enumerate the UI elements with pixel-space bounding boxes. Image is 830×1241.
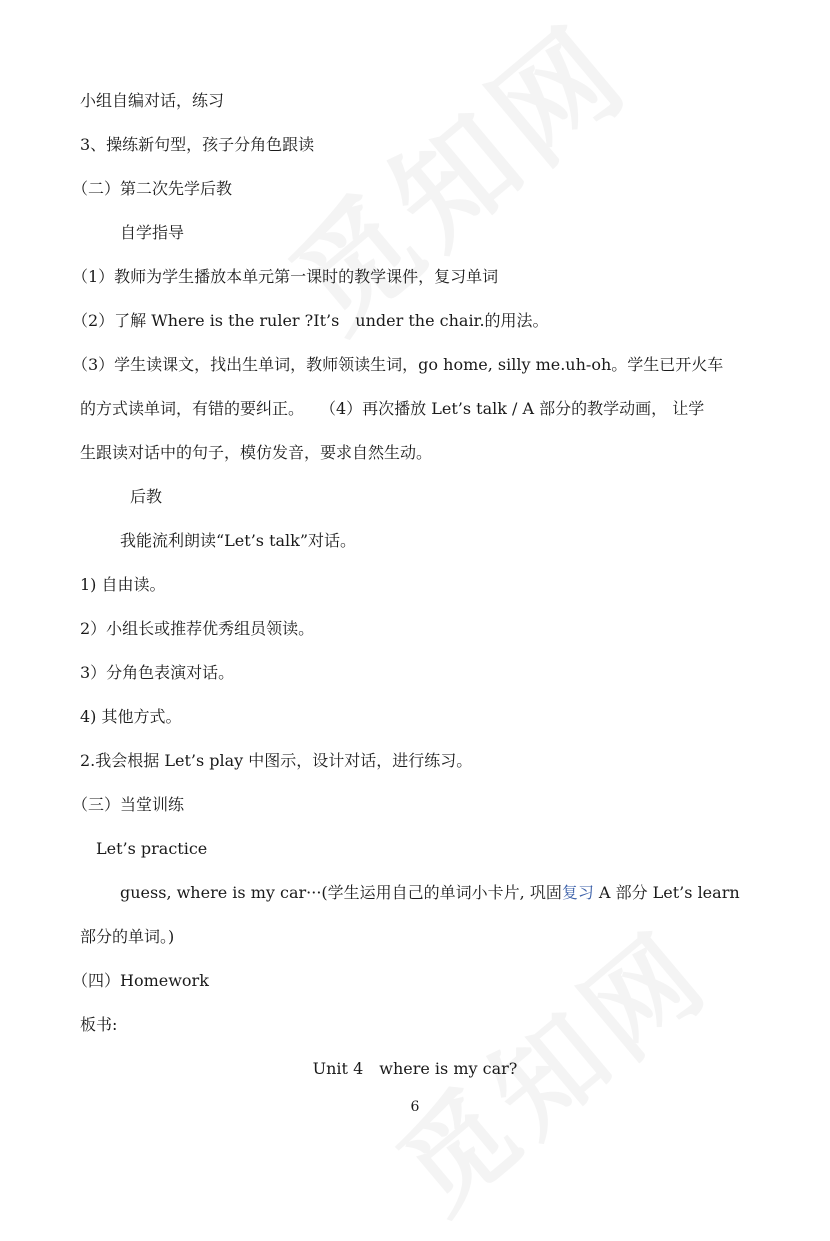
subheading: 后教 — [130, 487, 163, 506]
list-item: 1) 自由读。 — [80, 575, 166, 594]
paragraph-line — [120, 882, 740, 904]
highlighted-text: 复习 — [561, 883, 594, 902]
paragraph-line: 生跟读对话中的句子，模仿发音，要求自然生动。 — [80, 443, 433, 462]
paragraph-line: 我能流利朗读“Let’s talk”对话。 — [120, 531, 357, 550]
paragraph-line: 小组自编对话，练习 — [80, 91, 225, 110]
list-item: 4) 其他方式。 — [80, 707, 182, 726]
paragraph-line: （2）了解 Where is the ruler ?It’s under the chair.的用法。 — [72, 311, 549, 330]
page-number: 6 — [410, 1099, 420, 1115]
watermark — [250, 0, 659, 362]
paragraph-line: 板书: — [80, 1015, 118, 1034]
list-item: 3）分角色表演对话。 — [80, 663, 235, 682]
subheading: 自学指导 — [120, 223, 185, 242]
board-title: Unit 4 where is my car? — [312, 1059, 518, 1078]
text-segment: A 部分 Let’s learn — [593, 883, 740, 902]
section-heading: （四）Homework — [72, 971, 209, 990]
paragraph-line: 部分的单词。) — [80, 927, 175, 946]
text-segment: guess, where is my car···(学生运用自己的单词小卡片, 巩固 — [120, 883, 562, 902]
list-item: 2）小组长或推荐优秀组员领读。 — [80, 619, 315, 638]
paragraph-line: （3）学生读课文，找出生单词，教师领读生词，go home, silly me.uh-oh。学生已开火车 — [72, 355, 724, 374]
paragraph-line: 2.我会根据 Let’s play 中图示，设计对话，进行练习。 — [80, 751, 473, 770]
section-heading: （二）第二次先学后教 — [72, 179, 233, 198]
section-heading: （三）当堂训练 — [72, 795, 185, 814]
subheading: Let’s practice — [96, 839, 208, 858]
paragraph-line: 的方式读单词，有错的要纠正。 （4）再次播放 Let’s talk / A 部分的教学动画， 让学 — [80, 399, 705, 418]
paragraph-line: 3、操练新句型，孩子分角色跟读 — [80, 135, 315, 154]
paragraph-line: （1）教师为学生播放本单元第一课时的教学课件，复习单词 — [72, 267, 499, 286]
